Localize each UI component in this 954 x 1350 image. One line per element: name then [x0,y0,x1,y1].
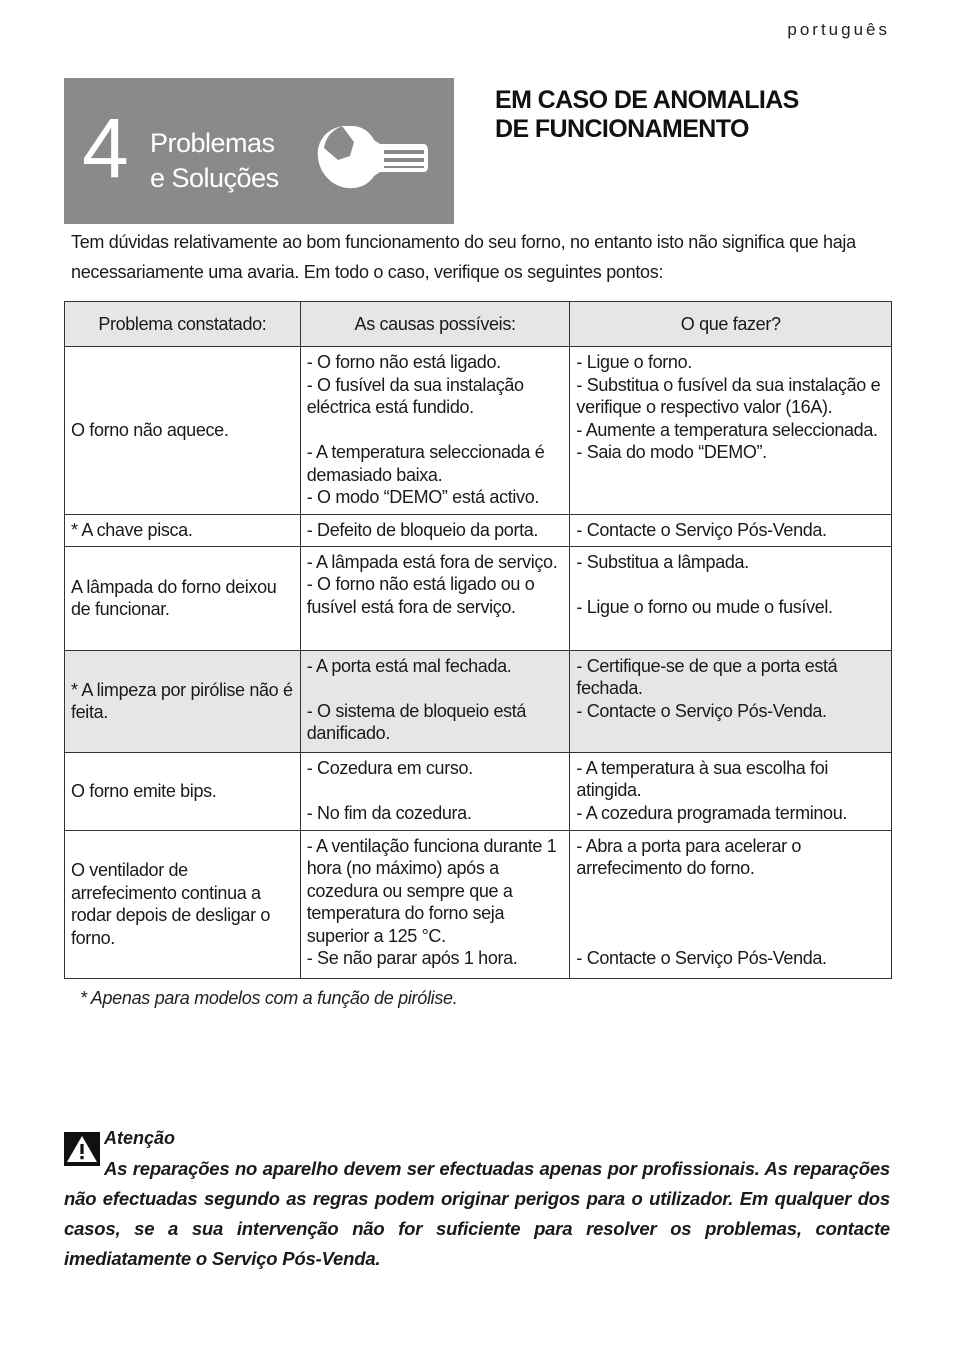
troubleshooting-table [64,301,892,979]
warning-title: Atenção [104,1128,176,1148]
problem-cell: O forno não aquece. [65,347,301,515]
table-row [65,650,892,752]
problem-cell: O forno emite bips. [65,752,301,830]
section-heading-line1: EM CASO DE ANOMALIAS [495,86,799,114]
causes-cell: - Cozedura em curso. - No fim da cozedura. [300,752,570,830]
section-heading [495,86,799,144]
chapter-title [150,126,279,196]
problem-cell: * A limpeza por pirólise não é feita. [65,650,301,752]
chapter-title-line2: e Soluções [150,163,279,193]
header-actions: O que fazer? [570,302,892,347]
chapter-banner [64,78,454,224]
table-row [65,830,892,978]
actions-cell: - Ligue o forno. - Substitua o fusível da sua instalação e verifique o respectivo valor (16A). - Aumente a temperatura seleccionada. - Saia do modo “DEMO”. [570,347,892,515]
causes-cell: - A porta está mal fechada. - O sistema de bloqueio está danificado. [300,650,570,752]
actions-cell: - A temperatura à sua escolha foi atingida. - A cozedura programada terminou. [570,752,892,830]
table-header-row [65,302,892,347]
header-causes: As causas possíveis: [300,302,570,347]
table-row [65,546,892,650]
actions-cell: - Certifique-se de que a porta está fechada. - Contacte o Serviço Pós-Venda. [570,650,892,752]
actions-cell: - Substitua a lâmpada. - Ligue o forno ou mude o fusível. [570,546,892,650]
table-row [65,515,892,547]
table-row [65,347,892,515]
problem-cell: O ventilador de arrefecimento continua a rodar depois de desligar o forno. [65,830,301,978]
problem-cell: * A chave pisca. [65,515,301,547]
actions-cell: - Abra a porta para acelerar o arrefecimento do forno. - Contacte o Serviço Pós-Venda. [570,830,892,978]
causes-cell: - A ventilação funciona durante 1 hora (no máximo) após a cozedura ou sempre que a temperatura do forno seja superior a 125 °C. - Se não parar após 1 hora. [300,830,570,978]
problem-cell: A lâmpada do forno deixou de funcionar. [65,546,301,650]
chapter-number: 4 [82,101,129,195]
table-row [65,752,892,830]
footnote: * Apenas para modelos com a função de pirólise. [80,988,458,1008]
section-heading-line2: DE FUNCIONAMENTO [495,115,749,143]
language-label: português [787,20,890,39]
header-problem: Problema constatado: [65,302,301,347]
actions-cell: - Contacte o Serviço Pós-Venda. [570,515,892,547]
warning-text: As reparações no aparelho devem ser efectuadas apenas por profissionais. As reparações não efectuadas segundo as regras podem originar perigos para o utilizador. Em qualquer dos casos, se a sua intervenção não for suficiente para resolver os problemas, contacte imediatamente o Serviço Pós-Venda. [64,1158,890,1269]
wrench-icon [314,122,430,194]
causes-cell: - Defeito de bloqueio da porta. [300,515,570,547]
chapter-title-line1: Problemas [150,128,275,158]
causes-cell: - O forno não está ligado. - O fusível da sua instalação eléctrica está fundido. - A temperatura seleccionada é demasiado baixa. - O modo “DEMO” está activo. [300,347,570,515]
causes-cell: - A lâmpada está fora de serviço. - O forno não está ligado ou o fusível está fora de serviço. [300,546,570,650]
intro-paragraph: Tem dúvidas relativamente ao bom funcionamento do seu forno, no entanto isto não significa que haja necessariamente uma avaria. Em todo o caso, verifique os seguintes pontos: [71,232,856,282]
